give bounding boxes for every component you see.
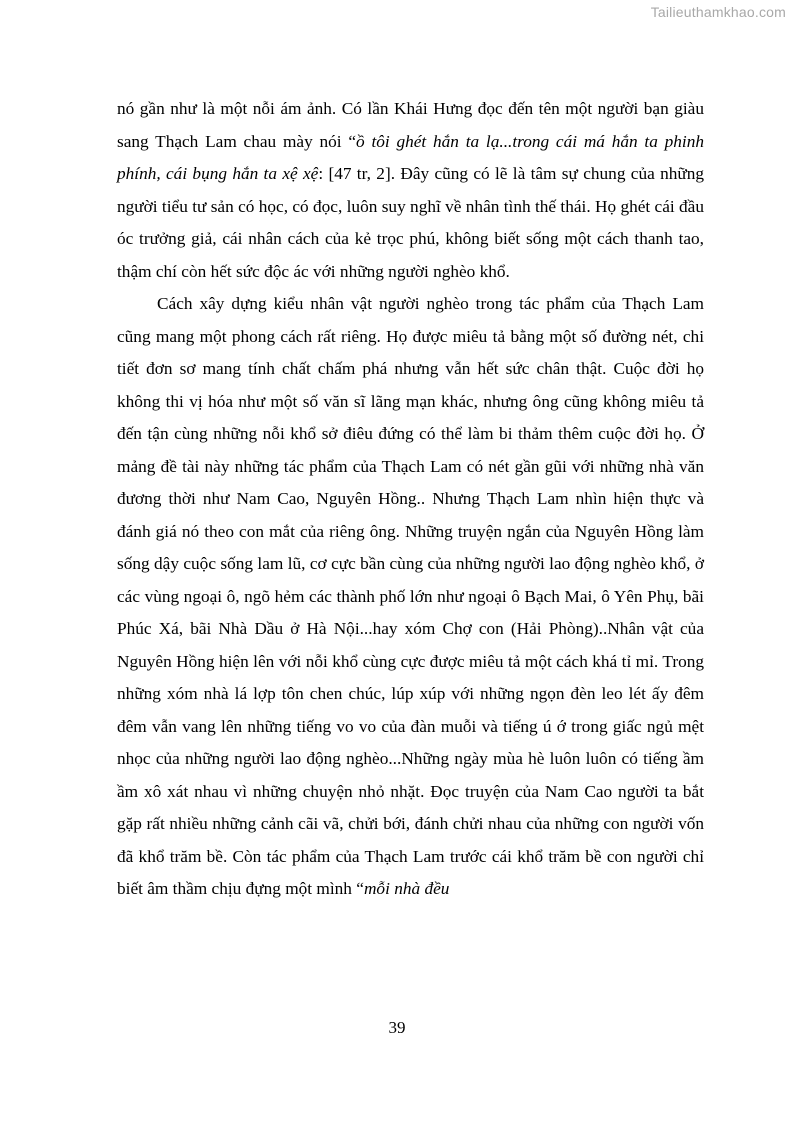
text-segment: : [47 tr, 2]. Đây cũng có lẽ là tâm sự chung của những người tiểu tư sản có học, có đọc, luôn suy nghĩ về nhân tình thế thái. Họ ghét cái đầu óc trưởng giả, cái nhân cách của kẻ trọc phú, không biết sống một cách thanh tao, thậm chí còn hết sức độc ác với những người nghèo khổ. xyxy=(117,164,705,281)
italic-quote: mỗi nhà đều xyxy=(363,879,450,898)
page-number: 39 xyxy=(388,1018,406,1037)
document-body xyxy=(117,93,704,906)
watermark: Tailieuthamkhao.com xyxy=(650,4,786,20)
italic-quote: ồ tôi ghét hắn ta lạ...trong cái má hắn ta phinh phính, cái bụng hắn ta xệ xệ xyxy=(117,131,705,183)
paragraph-2 xyxy=(117,288,704,906)
text-segment: nó gần như là một nỗi ám ảnh. Có lần Khái Hưng đọc đến tên một người bạn giàu sang Thạch Lam chau mày nói “ xyxy=(117,99,704,151)
text-segment: Cách xây dựng kiểu nhân vật người nghèo trong tác phẩm của Thạch Lam cũng mang một phong cách rất riêng. Họ được miêu tả bằng một số đường nét, chi tiết đơn sơ mang tính chất chấm phá nhưng vẫn hết sức chân thật. Cuộc đời họ không thi vị hóa như một số văn sĩ lãng mạn khác, nhưng ông cũng không miêu tả đến tận cùng những nỗi khổ sở điêu đứng có thể làm bi thảm thêm cuộc đời họ. Ở mảng đề tài này những tác phẩm của Thạch Lam có nét gần gũi với những nhà văn đương thời như Nam Cao, Nguyên Hồng.. Nhưng Thạch Lam nhìn hiện thực và đánh giá nó theo con mắt của riêng ông. Những truyện ngắn của Nguyên Hồng làm sống dậy cuộc sống lam lũ, cơ cực bần cùng của những người lao động nghèo khổ, ở các vùng ngoại ô, ngõ hẻm các thành phố lớn như ngoại ô Bạch Mai, ô Yên Phụ, bãi Phúc Xá, bãi Nhà Dầu ở Hà Nội...hay xóm Chợ con (Hải Phòng)..Nhân vật của Nguyên Hồng hiện lên với nỗi khổ cùng cực được miêu tả một cách khá tỉ mỉ. Trong những xóm nhà lá lợp tôn chen chúc, lúp xúp với những ngọn đèn leo lét ấy đêm đêm vẫn vang lên những tiếng vo vo của đàn muỗi và tiếng ú ớ trong giấc ngủ mệt nhọc của những người lao động nghèo...Những ngày mùa hè luôn luôn có tiếng ầm ầm xô xát nhau vì những chuyện nhỏ nhặt. Đọc truyện của Nam Cao người ta bắt gặp rất nhiều những cảnh cãi vã, chửi bới, đánh chửi nhau của những con người vốn đã khổ trăm bề. Còn tác phẩm của Thạch Lam trước cái khổ trăm bề con người chỉ biết âm thầm chịu đựng một mình “ xyxy=(117,294,704,898)
paragraph-1 xyxy=(117,93,704,288)
